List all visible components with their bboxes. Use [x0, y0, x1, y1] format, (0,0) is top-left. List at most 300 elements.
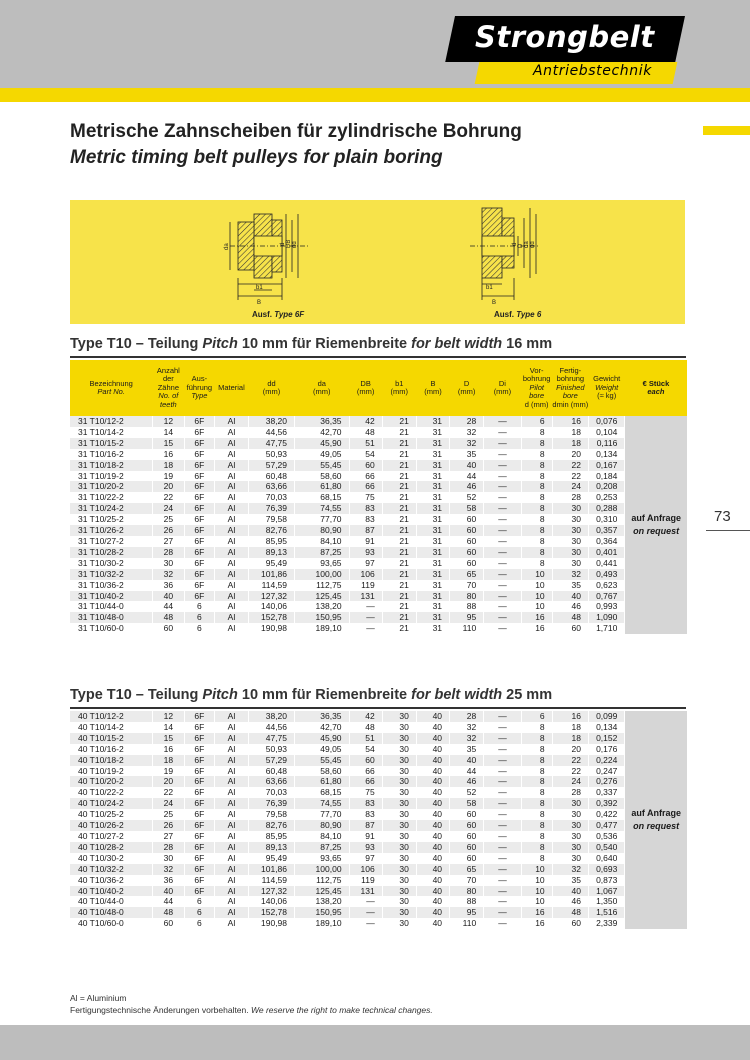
table-cell: 93: [349, 547, 382, 558]
table-cell: 47,75: [249, 733, 295, 744]
table-cell: 22: [552, 460, 588, 471]
table-cell: 6F: [184, 525, 214, 536]
table-cell: 82,76: [249, 525, 295, 536]
table-cell: —: [484, 536, 521, 547]
table-cell: —: [484, 471, 521, 482]
table-row: [70, 842, 687, 853]
table-cell: Al: [214, 623, 248, 634]
table-cell: —: [484, 580, 521, 591]
table-cell: 6F: [184, 755, 214, 766]
table-cell: 18: [152, 460, 184, 471]
table-cell: 79,58: [249, 514, 295, 525]
table-row: [70, 755, 687, 766]
table-cell: 31 T10/48-0: [70, 612, 152, 623]
table-cell: Al: [214, 875, 248, 886]
table-row: [70, 766, 687, 777]
table-cell: 125,45: [295, 591, 350, 602]
table-cell: 0,392: [589, 798, 625, 809]
table-row: [70, 875, 687, 886]
table-cell: 79,58: [249, 809, 295, 820]
table-cell: 87,25: [295, 842, 350, 853]
table-cell: 52: [450, 492, 484, 503]
table-cell: 60,48: [249, 766, 295, 777]
table-cell: —: [484, 886, 521, 897]
table-cell: 83: [349, 809, 382, 820]
table-cell: 24: [552, 776, 588, 787]
table-cell: 110: [450, 623, 484, 634]
table-cell: 80: [450, 591, 484, 602]
table-cell: 55,45: [295, 755, 350, 766]
table-cell: 57,29: [249, 755, 295, 766]
table-cell: —: [349, 612, 382, 623]
table-cell: 40: [416, 711, 449, 722]
table-cell: 14: [152, 722, 184, 733]
table-cell: 21: [382, 503, 416, 514]
table-cell: Al: [214, 514, 248, 525]
table-cell: 93,65: [295, 853, 350, 864]
table-cell: 0,116: [589, 438, 625, 449]
table-cell: 6F: [184, 547, 214, 558]
table-cell: 106: [349, 864, 382, 875]
table-cell: 88: [450, 601, 484, 612]
table-cell: 47,75: [249, 438, 295, 449]
table-cell: 6F: [184, 798, 214, 809]
table-cell: Al: [214, 722, 248, 733]
table-cell: —: [484, 460, 521, 471]
table-cell: 40: [416, 918, 449, 929]
table-cell: 31: [416, 427, 449, 438]
table-row: [70, 733, 687, 744]
table-cell: 88: [450, 896, 484, 907]
table-cell: 21: [382, 569, 416, 580]
header-dim-9: D (mm): [450, 360, 484, 416]
table-cell: 6F: [184, 831, 214, 842]
table-cell: 0,152: [589, 733, 625, 744]
table-cell: 46: [450, 481, 484, 492]
table-cell: 70: [450, 875, 484, 886]
table-cell: 0,536: [589, 831, 625, 842]
page-title-de: Metrische Zahnscheiben für zylindrische Bohrung: [70, 121, 522, 142]
table-cell: 40: [416, 831, 449, 842]
table-cell: 21: [382, 525, 416, 536]
table-cell: 101,86: [249, 569, 295, 580]
table-cell: 70,03: [249, 787, 295, 798]
table-cell: Al: [214, 776, 248, 787]
table-cell: 40 T10/28-2: [70, 842, 152, 853]
table-cell: 16: [152, 744, 184, 755]
table-cell: 8: [521, 787, 552, 798]
table-cell: 0,357: [589, 525, 625, 536]
table-cell: 58,60: [295, 471, 350, 482]
table-cell: Al: [214, 612, 248, 623]
table-cell: —: [484, 744, 521, 755]
table-cell: 0,337: [589, 787, 625, 798]
table-cell: 16: [552, 416, 588, 427]
table-cell: 0,253: [589, 492, 625, 503]
table-cell: 63,66: [249, 481, 295, 492]
table-cell: 60: [349, 460, 382, 471]
table-cell: 46: [552, 896, 588, 907]
table-cell: 95: [450, 612, 484, 623]
table-cell: 0,134: [589, 449, 625, 460]
table-cell: 95,49: [249, 558, 295, 569]
footnote-material: Al = Aluminium: [70, 993, 127, 1003]
technical-drawing-panel: [70, 200, 685, 324]
table-cell: Al: [214, 918, 248, 929]
table-cell: 21: [382, 547, 416, 558]
table-cell: 36,35: [295, 711, 350, 722]
table-cell: 6: [184, 612, 214, 623]
table-cell: 87,25: [295, 547, 350, 558]
table-cell: 24: [152, 798, 184, 809]
table-cell: —: [349, 896, 382, 907]
table-cell: 28: [152, 842, 184, 853]
table-cell: —: [484, 591, 521, 602]
table-cell: —: [349, 918, 382, 929]
table-cell: 8: [521, 427, 552, 438]
table-cell: 28: [450, 416, 484, 427]
table-row: [70, 853, 687, 864]
table-row: [70, 798, 687, 809]
table-cell: —: [484, 525, 521, 536]
header-part-no: Bezeichnung Part No.: [70, 360, 152, 416]
table-cell: 150,95: [295, 612, 350, 623]
table-row: [70, 831, 687, 842]
table-cell: —: [484, 875, 521, 886]
table-cell: —: [484, 733, 521, 744]
table-cell: 89,13: [249, 547, 295, 558]
table-cell: 138,20: [295, 896, 350, 907]
table-cell: 31 T10/24-2: [70, 503, 152, 514]
table-cell: 6F: [184, 776, 214, 787]
dim-label-d-6: d: [512, 242, 518, 246]
table-cell: 8: [521, 547, 552, 558]
table-cell: 66: [349, 766, 382, 777]
table-cell: 106: [349, 569, 382, 580]
table-cell: 80,90: [295, 820, 350, 831]
table-cell: 85,95: [249, 536, 295, 547]
table-cell: 32: [552, 569, 588, 580]
table-cell: 22: [552, 766, 588, 777]
table-cell: Al: [214, 449, 248, 460]
table-cell: 40: [416, 907, 449, 918]
table-cell: Al: [214, 460, 248, 471]
table-cell: 60: [450, 536, 484, 547]
table-cell: Al: [214, 907, 248, 918]
table-cell: 31 T10/26-2: [70, 525, 152, 536]
table-cell: 30: [382, 907, 416, 918]
table-cell: 87: [349, 525, 382, 536]
table-cell: 21: [382, 612, 416, 623]
header-finished-bore: Fertig-bohrung Finished bore dmin (mm): [552, 360, 588, 416]
table-row: [70, 809, 687, 820]
table-cell: 26: [152, 820, 184, 831]
table-cell: 40 T10/26-2: [70, 820, 152, 831]
table-cell: 30: [552, 536, 588, 547]
table-cell: 8: [521, 766, 552, 777]
table-cell: 16: [521, 907, 552, 918]
header-dim-7: b1 (mm): [382, 360, 416, 416]
table-cell: 0,540: [589, 842, 625, 853]
table-cell: 1,516: [589, 907, 625, 918]
table-cell: 190,98: [249, 918, 295, 929]
table-cell: 31 T10/14-2: [70, 427, 152, 438]
page-number-rule: [706, 530, 750, 531]
table-cell: 31: [416, 438, 449, 449]
table-cell: 46: [450, 776, 484, 787]
table-cell: 93: [349, 842, 382, 853]
table-row: [70, 580, 687, 591]
table-cell: 31: [416, 623, 449, 634]
table-cell: 190,98: [249, 623, 295, 634]
table-cell: Al: [214, 591, 248, 602]
table-cell: 1,350: [589, 896, 625, 907]
table-cell: 30: [552, 558, 588, 569]
table-cell: 40: [416, 886, 449, 897]
table-cell: 15: [152, 438, 184, 449]
table-cell: 30: [382, 886, 416, 897]
table-cell: 30: [382, 842, 416, 853]
table-cell: —: [484, 918, 521, 929]
table-cell: 66: [349, 481, 382, 492]
figure-label-6: Ausf. Type 6: [494, 310, 542, 319]
table-cell: 10: [521, 580, 552, 591]
table-cell: 1,710: [589, 623, 625, 634]
table-cell: 40: [416, 896, 449, 907]
table-cell: 40: [416, 776, 449, 787]
section-rule-25mm: [70, 707, 686, 709]
table-cell: 31: [416, 525, 449, 536]
header-weight: Gewicht Weight (≈ kg): [589, 360, 625, 416]
table-cell: 152,78: [249, 612, 295, 623]
table-cell: 31: [416, 471, 449, 482]
pulley-table-16mm: [70, 360, 687, 634]
table-cell: 8: [521, 809, 552, 820]
table-cell: 6: [521, 711, 552, 722]
table-row: [70, 525, 687, 536]
table-cell: 28: [450, 711, 484, 722]
table-cell: 52: [450, 787, 484, 798]
table-cell: 18: [552, 733, 588, 744]
table-cell: 60: [450, 558, 484, 569]
table-row: [70, 569, 687, 580]
header-yellow-stripe: [0, 88, 750, 102]
table-cell: 31 T10/12-2: [70, 416, 152, 427]
table-row: [70, 416, 687, 427]
table-cell: —: [484, 601, 521, 612]
table-cell: 14: [152, 427, 184, 438]
table-cell: 40 T10/20-2: [70, 776, 152, 787]
table-cell: 40 T10/60-0: [70, 918, 152, 929]
table-row: [70, 514, 687, 525]
table-cell: 40 T10/19-2: [70, 766, 152, 777]
table-cell: 31 T10/60-0: [70, 623, 152, 634]
table-cell: —: [484, 427, 521, 438]
table-cell: 40: [416, 853, 449, 864]
table-cell: 40 T10/16-2: [70, 744, 152, 755]
table-cell: 30: [382, 744, 416, 755]
table-cell: 6F: [184, 449, 214, 460]
table-cell: 16: [552, 711, 588, 722]
table-cell: 119: [349, 875, 382, 886]
table-cell: 40: [416, 755, 449, 766]
table-cell: 12: [152, 711, 184, 722]
table-cell: 6: [521, 416, 552, 427]
price-on-request: auf Anfrage on request: [625, 416, 687, 634]
table-cell: 75: [349, 787, 382, 798]
table-cell: 21: [382, 460, 416, 471]
table-cell: 10: [521, 875, 552, 886]
table-cell: 31: [416, 481, 449, 492]
figure-label-6f: Ausf. Type 6F: [252, 310, 305, 319]
table-cell: 16: [521, 612, 552, 623]
table-cell: 60: [450, 547, 484, 558]
table-cell: —: [484, 896, 521, 907]
page-number: 73: [714, 508, 731, 525]
table-cell: 40: [416, 820, 449, 831]
table-cell: 8: [521, 449, 552, 460]
table-cell: —: [484, 558, 521, 569]
table-cell: —: [484, 481, 521, 492]
table-cell: 54: [349, 744, 382, 755]
table-cell: Al: [214, 547, 248, 558]
table-row: [70, 623, 687, 634]
table-cell: 58: [450, 503, 484, 514]
table-cell: 0,477: [589, 820, 625, 831]
table-cell: 30: [382, 755, 416, 766]
table-cell: 0,767: [589, 591, 625, 602]
table-cell: —: [484, 711, 521, 722]
table-cell: 44: [152, 601, 184, 612]
table-cell: 6F: [184, 558, 214, 569]
table-cell: 74,55: [295, 798, 350, 809]
table-cell: 18: [152, 755, 184, 766]
table-cell: —: [484, 503, 521, 514]
table-cell: 83: [349, 503, 382, 514]
table-cell: 30: [382, 820, 416, 831]
table-cell: —: [349, 601, 382, 612]
table-cell: 40 T10/18-2: [70, 755, 152, 766]
table-cell: 6F: [184, 875, 214, 886]
table-cell: 21: [382, 438, 416, 449]
table-cell: 22: [552, 755, 588, 766]
table-cell: Al: [214, 536, 248, 547]
table-cell: 6: [184, 907, 214, 918]
table-cell: 20: [152, 481, 184, 492]
table-cell: 48: [349, 722, 382, 733]
table-cell: 40 T10/15-2: [70, 733, 152, 744]
table-cell: 20: [552, 744, 588, 755]
brand-name: Strongbelt: [475, 20, 655, 54]
table-cell: 0,993: [589, 601, 625, 612]
table-cell: 110: [450, 918, 484, 929]
table-cell: 152,78: [249, 907, 295, 918]
table-cell: Al: [214, 438, 248, 449]
table-cell: 189,10: [295, 918, 350, 929]
table-cell: 60: [152, 623, 184, 634]
table-cell: 40: [416, 798, 449, 809]
table-cell: 40: [416, 733, 449, 744]
table-cell: 0,288: [589, 503, 625, 514]
table-cell: 83: [349, 798, 382, 809]
table-cell: Al: [214, 864, 248, 875]
table-cell: 125,45: [295, 886, 350, 897]
table-cell: 58: [450, 798, 484, 809]
table-cell: 40: [416, 842, 449, 853]
table-cell: 85,95: [249, 831, 295, 842]
table-cell: 60: [450, 853, 484, 864]
header-dim-5: da (mm): [295, 360, 350, 416]
table-cell: 65: [450, 569, 484, 580]
table-cell: 0,623: [589, 580, 625, 591]
table-cell: 60: [450, 809, 484, 820]
table-cell: 6F: [184, 787, 214, 798]
table-cell: 30: [382, 896, 416, 907]
section-title-16mm: Type T10 – Teilung Pitch 10 mm für Riemenbreite for belt width 16 mm: [70, 336, 553, 352]
table-cell: 16: [152, 449, 184, 460]
table-cell: 127,32: [249, 591, 295, 602]
table-cell: 40 T10/22-2: [70, 787, 152, 798]
table-cell: 140,06: [249, 601, 295, 612]
table-cell: 30: [382, 711, 416, 722]
table-cell: 16: [521, 623, 552, 634]
table-cell: 8: [521, 798, 552, 809]
table-cell: 36,35: [295, 416, 350, 427]
table-cell: 8: [521, 492, 552, 503]
table-cell: 31: [416, 569, 449, 580]
table-cell: 21: [382, 492, 416, 503]
table-cell: Al: [214, 569, 248, 580]
table-cell: Al: [214, 711, 248, 722]
table-cell: 42,70: [295, 722, 350, 733]
table-cell: 40: [416, 766, 449, 777]
table-cell: 28: [152, 547, 184, 558]
table-cell: 31: [416, 547, 449, 558]
brand-tagline: Antriebstechnik: [533, 63, 652, 79]
table-cell: 32: [152, 864, 184, 875]
table-cell: 10: [521, 896, 552, 907]
table-cell: 60: [552, 918, 588, 929]
table-cell: 31: [416, 449, 449, 460]
table-cell: 49,05: [295, 744, 350, 755]
table-cell: 21: [382, 427, 416, 438]
table-cell: 6F: [184, 503, 214, 514]
table-cell: 10: [521, 886, 552, 897]
table-row: [70, 722, 687, 733]
dim-label-db: DB: [286, 239, 292, 248]
table-cell: 27: [152, 831, 184, 842]
table-cell: 6F: [184, 481, 214, 492]
header-pilot-bore: Vor-bohrung Pilot bore d (mm): [521, 360, 552, 416]
table-cell: 35: [552, 875, 588, 886]
table-cell: 30: [552, 798, 588, 809]
table-cell: Al: [214, 766, 248, 777]
table-cell: 30: [552, 831, 588, 842]
dim-label-dd: dd: [292, 241, 298, 248]
table-cell: 51: [349, 733, 382, 744]
table-cell: —: [484, 547, 521, 558]
table-cell: 40 T10/24-2: [70, 798, 152, 809]
table-cell: 6: [184, 918, 214, 929]
table-cell: 61,80: [295, 481, 350, 492]
table-cell: 40: [416, 787, 449, 798]
table-cell: 15: [152, 733, 184, 744]
table-cell: 70: [450, 580, 484, 591]
table-cell: 97: [349, 558, 382, 569]
table-row: [70, 503, 687, 514]
table-cell: Al: [214, 733, 248, 744]
table-cell: 82,76: [249, 820, 295, 831]
